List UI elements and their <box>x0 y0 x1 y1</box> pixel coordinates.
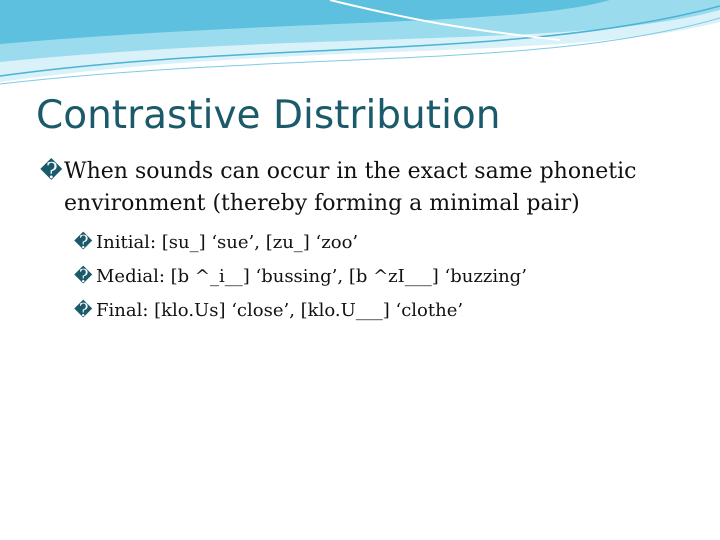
sub-bullet-medial <box>74 260 700 294</box>
bullet-marker-icon: � <box>74 266 93 287</box>
bullet-marker-icon: � <box>74 300 93 321</box>
header-wave-decoration <box>0 0 720 90</box>
slide-title: Contrastive Distribution <box>36 93 501 138</box>
slide-body <box>40 156 700 328</box>
sub-bullet-text: Final: [klo.Us] ‘close’, [klo.U___] ‘clothe’ <box>96 300 464 321</box>
main-bullet-text: When sounds can occur in the exact same phonetic environment (thereby forming a minimal pair) <box>64 159 637 216</box>
sub-bullet-text: Medial: [b ^_i__] ‘bussing’, [b ^zI___] ‘buzzing’ <box>96 266 527 287</box>
main-bullet <box>40 156 700 220</box>
bullet-marker-icon: � <box>74 232 93 253</box>
sub-bullet-final <box>74 294 700 328</box>
sub-bullet-initial <box>74 226 700 260</box>
bullet-marker-icon: � <box>40 159 63 184</box>
sub-bullet-text: Initial: [su_] ‘sue’, [zu_] ‘zoo’ <box>96 232 359 253</box>
